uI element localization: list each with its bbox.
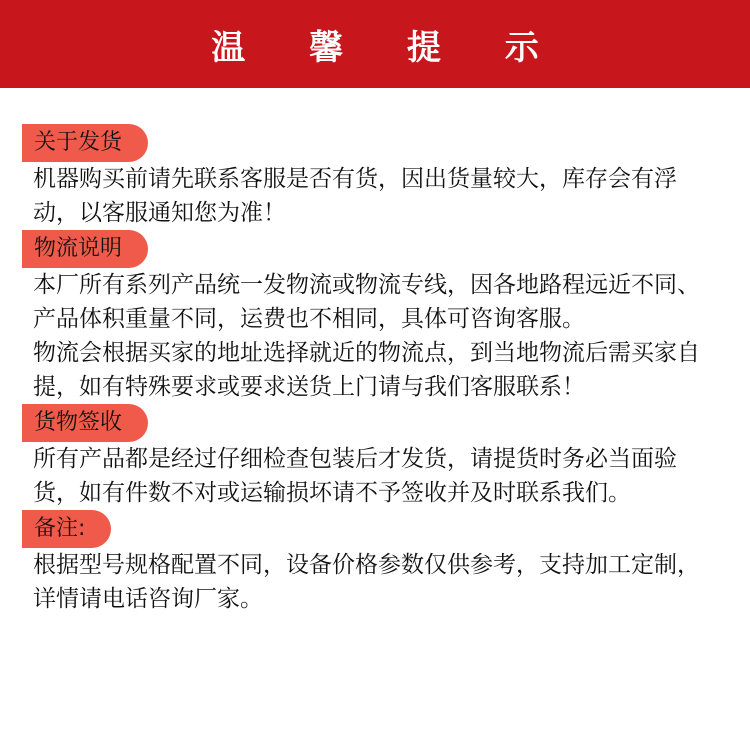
section-receipt [0,404,750,510]
section-logistics [0,230,750,404]
section-paragraph: 机器购买前请先联系客服是否有货，因出货量较大，库存会有浮动，以客服通知您为准！ [33,166,677,226]
section-paragraph: 所有产品都是经过仔细检查包装后才发货，请提货时务必当面验货，如有件数不对或运输损坏请不予签收并及时联系我们。 [33,446,677,506]
section-tag: 备注: [22,510,111,548]
section-paragraph: 本厂所有系列产品统一发物流或物流专线，因各地路程远近不同、产品体积重量不同，运费也不相同，具体可咨询客服。 [33,272,700,332]
section-tag: 货物签收 [22,404,148,442]
section-paragraph: 根据型号规格配置不同，设备价格参数仅供参考，支持加工定制，详情请电话咨询厂家。 [33,552,700,612]
section-shipping [0,124,750,230]
page-title: 温 馨 提 示 [211,27,565,68]
section-tag: 物流说明 [22,230,148,268]
header-banner [0,0,750,88]
section-tag: 关于发货 [22,124,148,162]
section-paragraph: 物流会根据买家的地址选择就近的物流点，到当地物流后需买家自提，如有特殊要求或要求送货上门请与我们客服联系！ [33,340,700,400]
section-remarks [0,510,750,616]
notice-content [0,124,750,616]
